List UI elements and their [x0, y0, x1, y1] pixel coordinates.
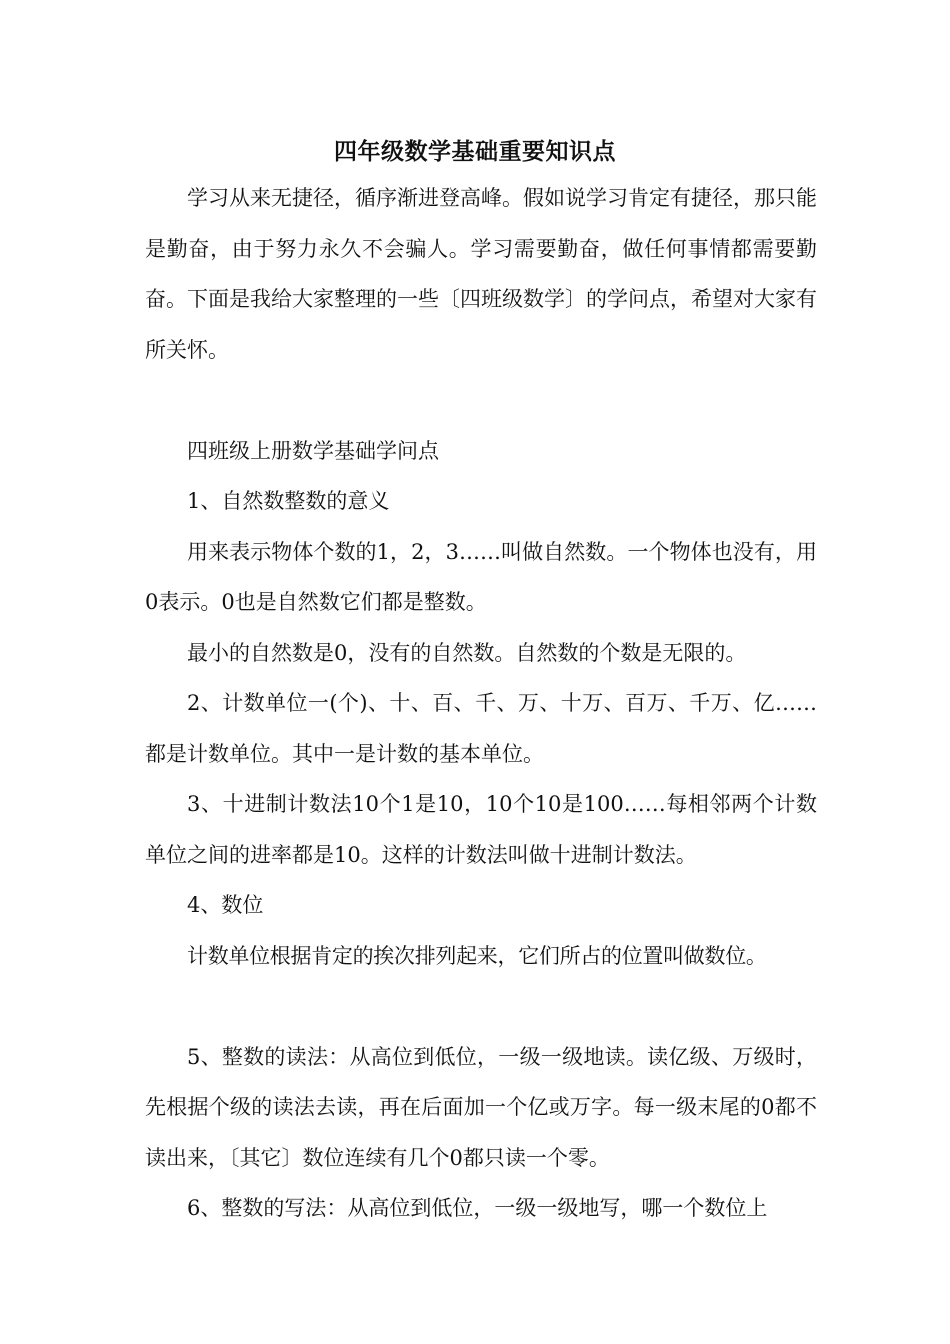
paragraph: 5、整数的读法：从高位到低位，一级一级地读。读亿级、万级时，先根据个级的读法去读，再在后面加一个亿或万字。每一级末尾的0都不读出来，〔其它〕数位连续有几个0都只读一个零。	[145, 1044, 817, 1170]
paragraph: 最小的自然数是0，没有的自然数。自然数的个数是无限的。	[187, 640, 747, 665]
section-heading: 四班级上册数学基础学问点	[187, 438, 439, 463]
paragraph: 3、十进制计数法10个1是10，10个10是100……每相邻两个计数单位之间的进率都是10。这样的计数法叫做十进制计数法。	[145, 792, 817, 867]
point-heading: 4、数位	[187, 893, 264, 917]
paragraph: 用来表示物体个数的1，2，3……叫做自然数。一个物体也没有，用0表示。0也是自然数它们都是整数。	[145, 539, 817, 614]
paragraph: 计数单位根据肯定的挨次排列起来，它们所占的位置叫做数位。	[187, 943, 767, 968]
point-heading: 1、自然数整数的意义	[187, 489, 390, 513]
paragraph: 6、整数的写法：从高位到低位，一级一级地写，哪一个数位上	[187, 1196, 768, 1220]
blank-line	[145, 375, 817, 426]
paragraph: 2、计数单位一(个)、十、百、千、万、十万、百万、千万、亿……都是计数单位。其中一是计数的基本单位。	[145, 691, 817, 766]
document-title: 四年级数学基础重要知识点	[334, 138, 616, 165]
intro-paragraph: 学习从来无捷径，循序渐进登高峰。假如说学习肯定有捷径，那只能是勤奋，由于努力永久不会骗人。学习需要勤奋，做任何事情都需要勤奋。下面是我给大家整理的一些〔四班级数学〕的学问点，希望对大家有所关怀。	[145, 186, 817, 362]
blank-line	[145, 981, 817, 1032]
document-body	[145, 173, 817, 1234]
